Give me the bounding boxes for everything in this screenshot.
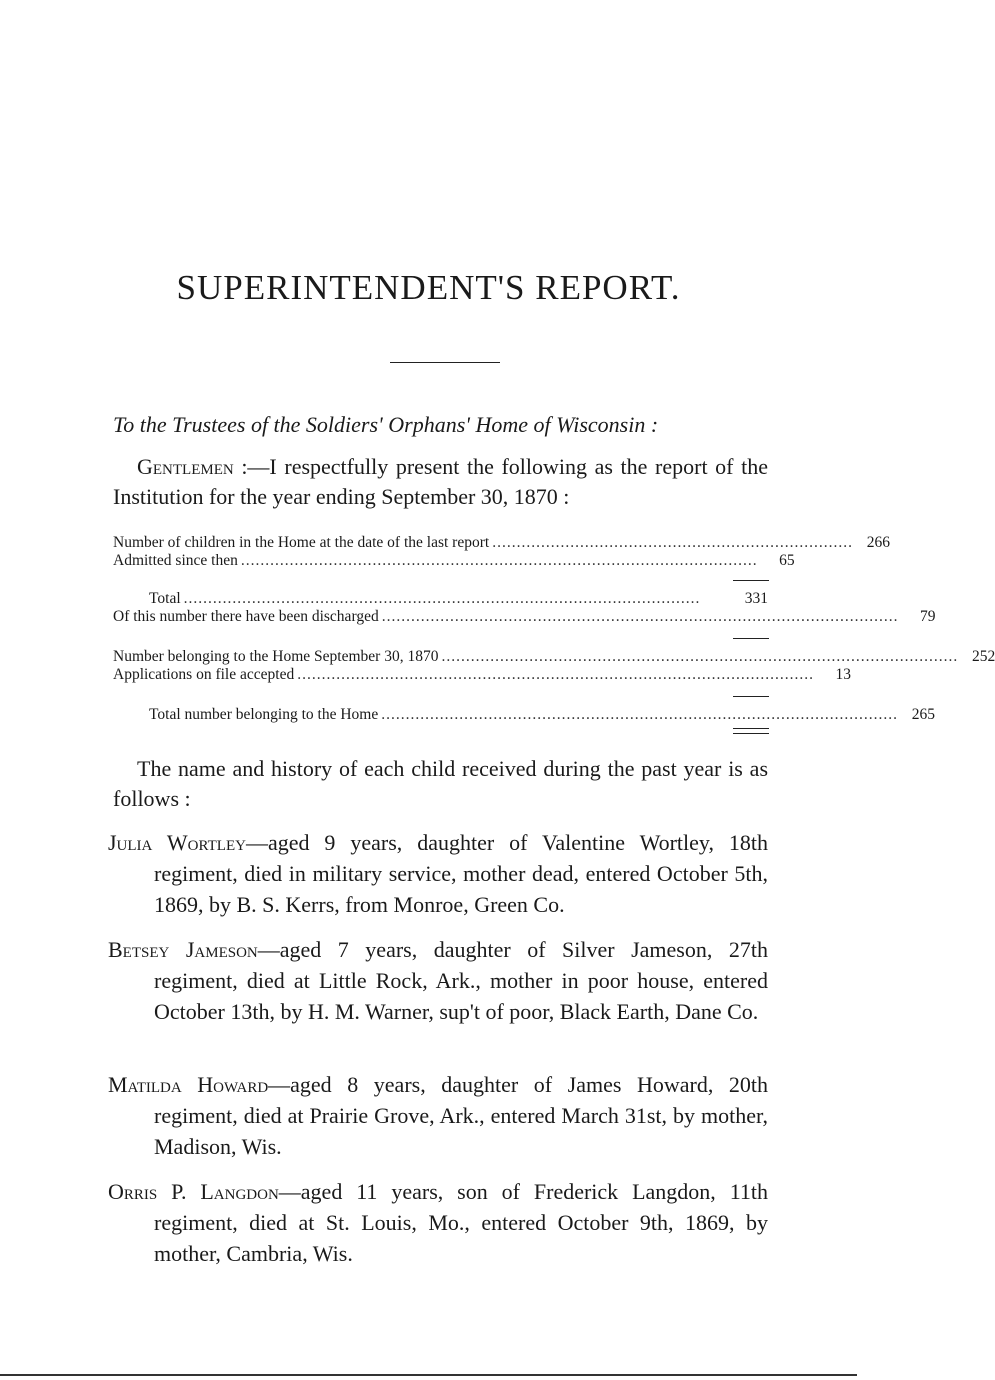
leader-dots: .......................................................................................................... — [441, 648, 959, 665]
stat-value: 266 — [866, 534, 890, 551]
stat-value: 65 — [779, 552, 795, 569]
child-history: —aged 11 years, son of Frederick Langdon, 11th regiment, died at St. Louis, Mo., entered October 9th, 1869, by mother, Cambria, Wis. — [154, 1179, 768, 1266]
sum-rule — [733, 696, 769, 697]
stat-value: 13 — [835, 666, 851, 683]
stat-row — [113, 666, 851, 684]
stat-label: Applications on file accepted — [113, 666, 295, 683]
double-rule-bottom — [733, 733, 769, 734]
child-history: —aged 9 years, daughter of Valentine Wortley, 18th regiment, died in military service, mother dead, entered October 5th, 1869, by B. S. Kerrs, from Monroe, Green Co. — [154, 830, 769, 917]
stat-label: Number belonging to the Home September 30, 1870 — [113, 648, 439, 665]
double-rule-top — [733, 728, 769, 729]
stat-value: 79 — [919, 608, 936, 625]
salutation: Gentlemen — [137, 454, 234, 479]
stat-label: Admitted since then — [113, 552, 238, 569]
child-history: —aged 7 years, daughter of Silver Jameson, 27th regiment, died at Little Rock, Ark., mother in poor house, entered October 13th, by H. M. Warner, sup't of poor, Black Earth, Dane Co. — [154, 937, 768, 1024]
stat-value: 252 — [971, 648, 995, 665]
leader-dots: .......................................................................... — [492, 534, 853, 551]
stat-label: Of this number there have been discharged — [113, 608, 379, 625]
stat-row — [113, 608, 936, 626]
leader-dots: .......................................................................................................... — [381, 608, 899, 625]
leader-dots: .......................................................................................................... — [240, 552, 758, 569]
sum-rule — [733, 580, 769, 581]
stat-row — [113, 552, 795, 570]
child-name: Julia Wortley — [108, 830, 246, 855]
child-entry — [108, 934, 768, 1027]
stat-value: 331 — [744, 590, 768, 607]
sum-rule — [733, 638, 769, 639]
child-history: —aged 8 years, daughter of James Howard, 20th regiment, died at Prairie Grove, Ark., entered March 31st, by mother, Madison, Wis. — [154, 1072, 768, 1159]
page-title: SUPERINTENDENT'S REPORT. — [176, 268, 681, 307]
stat-value: 265 — [911, 706, 935, 723]
stat-row — [113, 648, 995, 666]
history-intro-text: The name and history of each child received during the past year is as follows : — [113, 756, 768, 811]
stat-label: Number of children in the Home at the date of the last report — [113, 534, 490, 551]
child-entry — [108, 1176, 768, 1269]
leader-dots: .......................................................................................................... — [183, 590, 701, 607]
stat-row — [113, 534, 890, 552]
stat-row — [113, 706, 935, 724]
history-intro-paragraph — [113, 754, 768, 814]
page-edge-rule — [0, 1374, 857, 1376]
stat-row — [113, 590, 768, 608]
stat-label: Total number belonging to the Home — [149, 706, 379, 723]
child-entry — [108, 1069, 768, 1162]
addressee-line: To the Trustees of the Soldiers' Orphans' Home of Wisconsin : — [113, 412, 659, 437]
leader-dots: .......................................................................................................... — [297, 666, 814, 683]
child-name: Betsey Jameson — [108, 937, 258, 962]
child-name: Matilda Howard — [108, 1072, 269, 1097]
leader-dots: .......................................................................................................... — [381, 706, 898, 723]
intro-text: :—I respectfully present the following as the report of the Institution for the year ending September 30, 1870 : — [113, 454, 768, 509]
title-divider — [390, 362, 500, 363]
stat-label: Total — [149, 590, 181, 607]
child-entry — [108, 827, 768, 920]
child-name: Orris P. Langdon — [108, 1179, 279, 1204]
intro-paragraph — [113, 452, 768, 512]
